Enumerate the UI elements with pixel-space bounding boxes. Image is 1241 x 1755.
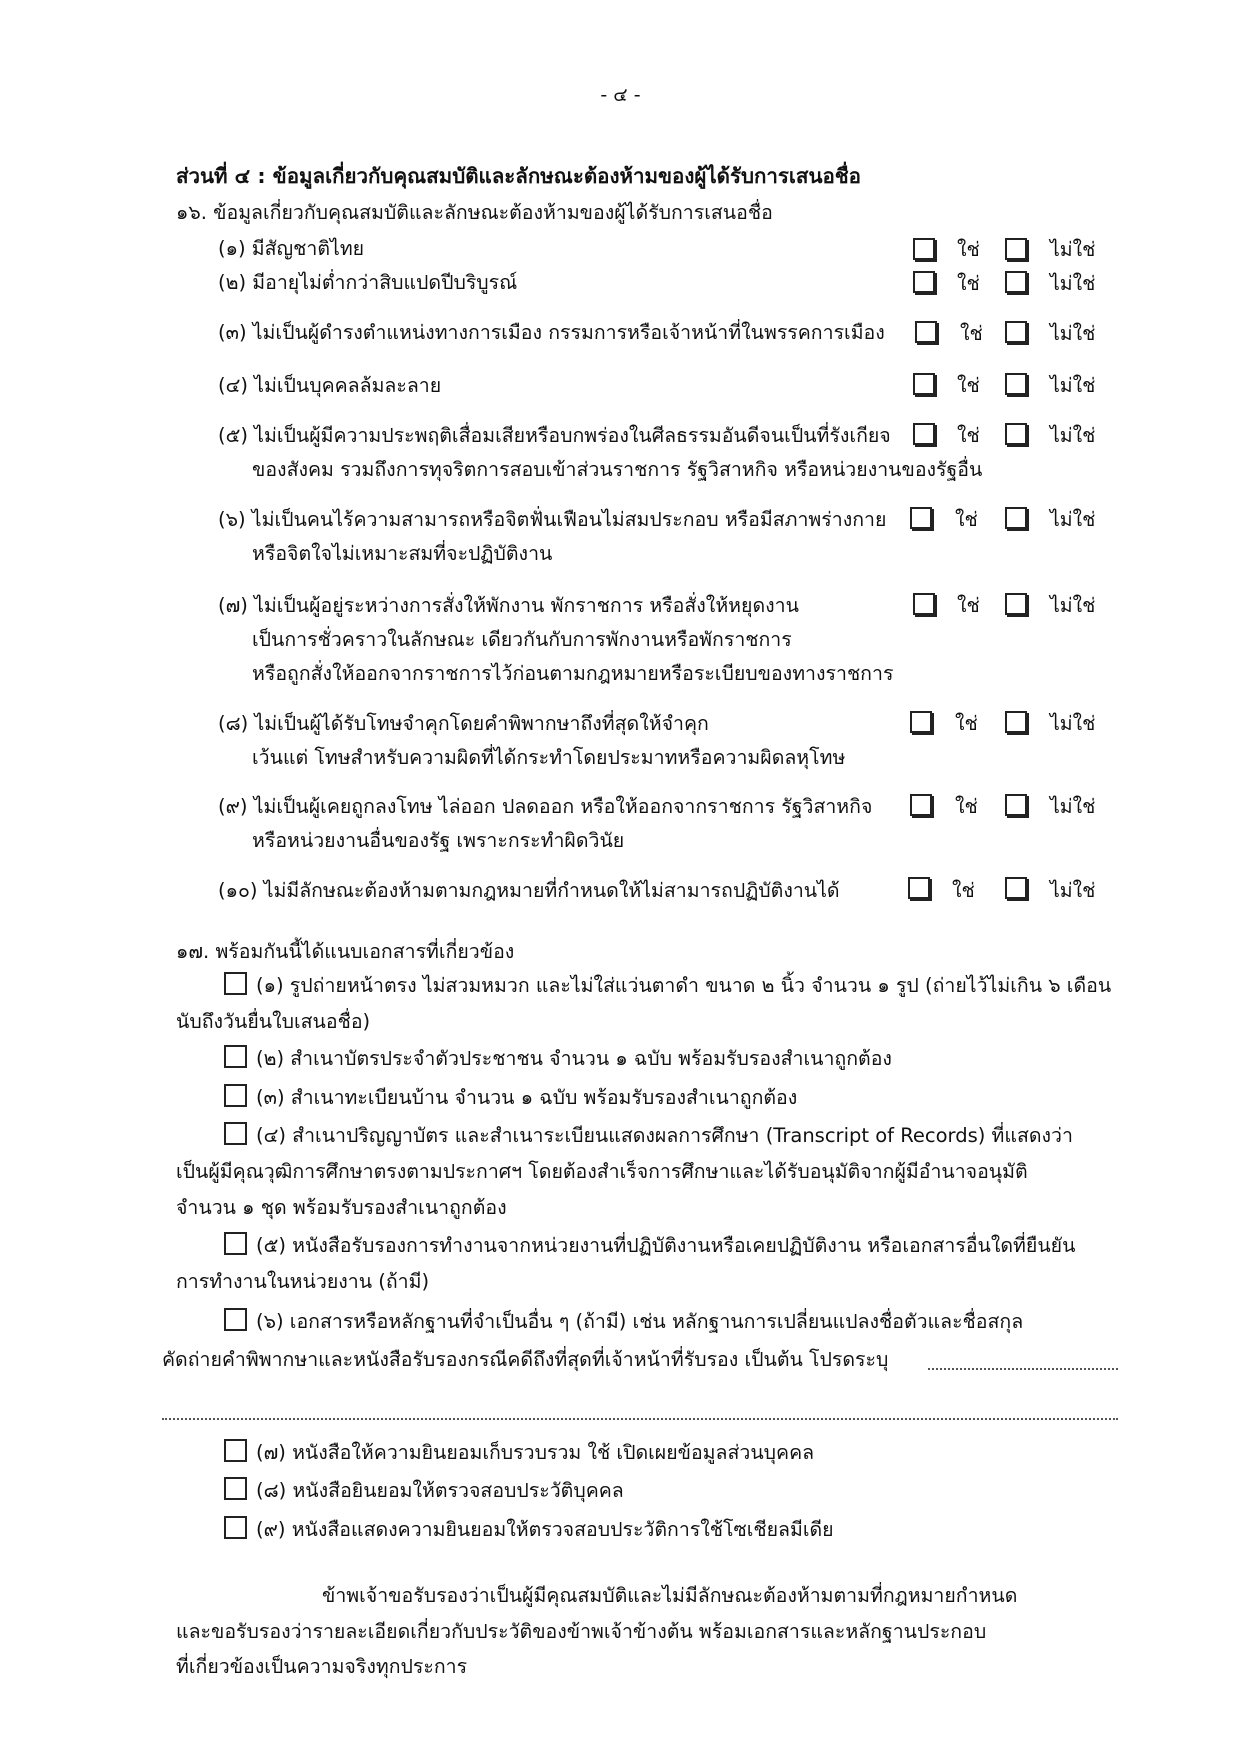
no-checkbox[interactable] bbox=[1005, 238, 1027, 260]
q16-item-5-line-2: ของสังคม รวมถึงการทุจริตการสอบเข้าส่วนราชการ รัฐวิสาหกิจ หรือหน่วยงานของรัฐอื่น bbox=[252, 458, 983, 481]
q17-item-4-cont-1: เป็นผู้มีคุณวุฒิการศึกษาตรงตามประกาศฯ โดยต้องสำเร็จการศึกษาและได้รับอนุมัติจากผู้มีอำนาจอนุมัติ bbox=[176, 1160, 1028, 1183]
q17-item-8-text: (๘) หนังสือยินยอมให้ตรวจสอบประวัติบุคคล bbox=[256, 1479, 624, 1502]
no-label: ไม่ใช่ bbox=[1050, 272, 1096, 295]
no-checkbox[interactable] bbox=[1005, 794, 1027, 816]
specify-dotted-line[interactable] bbox=[928, 1368, 1118, 1370]
q16-item-5-line-1: (๕) ไม่เป็นผู้มีความประพฤติเสื่อมเสียหรือบกพร่องในศีลธรรมอันดีจนเป็นที่รังเกียจ bbox=[218, 424, 891, 447]
q17-item-1-text: (๑) รูปถ่ายหน้าตรง ไม่สวมหมวก และไม่ใส่แว่นตาดำ ขนาด ๒ นิ้ว จำนวน ๑ รูป (ถ่ายไว้ไม่เกิน ๖ เดือน bbox=[256, 974, 1112, 997]
q17-item-7-text: (๗) หนังสือให้ความยินยอมเก็บรวบรวม ใช้ เปิดเผยข้อมูลส่วนบุคคล bbox=[256, 1441, 815, 1464]
yes-checkbox[interactable] bbox=[913, 593, 935, 615]
yes-checkbox[interactable] bbox=[910, 507, 932, 529]
no-checkbox[interactable] bbox=[1005, 271, 1027, 293]
q17-item-3-text: (๓) สำเนาทะเบียนบ้าน จำนวน ๑ ฉบับ พร้อมรับรองสำเนาถูกต้อง bbox=[256, 1086, 798, 1109]
yes-label: ใช่ bbox=[955, 712, 978, 735]
certification-line-3: ที่เกี่ยวข้องเป็นความจริงทุกประการ bbox=[176, 1655, 468, 1678]
yes-label: ใช่ bbox=[957, 374, 980, 397]
no-checkbox[interactable] bbox=[1005, 373, 1027, 395]
yes-label: ใช่ bbox=[957, 594, 980, 617]
yes-checkbox[interactable] bbox=[915, 321, 937, 343]
no-label: ไม่ใช่ bbox=[1050, 508, 1096, 531]
no-label: ไม่ใช่ bbox=[1050, 712, 1096, 735]
no-label: ไม่ใช่ bbox=[1050, 795, 1096, 818]
no-label: ไม่ใช่ bbox=[1050, 594, 1096, 617]
q17-heading: ๑๗. พร้อมกันนี้ได้แนบเอกสารที่เกี่ยวข้อง bbox=[176, 940, 515, 963]
q17-item-9-text: (๙) หนังสือแสดงความยินยอมให้ตรวจสอบประวัติการใช้โซเชียลมีเดีย bbox=[256, 1518, 834, 1541]
q16-item-2-line-1: (๒) มีอายุไม่ต่ำกว่าสิบแปดปีบริบูรณ์ bbox=[218, 271, 518, 294]
q17-item-4-text: (๔) สำเนาปริญญาบัตร และสำเนาระเบียนแสดงผลการศึกษา (Transcript of Records) ที่แสดงว่า bbox=[256, 1124, 1073, 1147]
q17-item-8-checkbox[interactable] bbox=[224, 1477, 247, 1500]
yes-checkbox[interactable] bbox=[908, 877, 930, 899]
q17-item-2-checkbox[interactable] bbox=[224, 1045, 247, 1068]
q17-item-1-checkbox[interactable] bbox=[224, 972, 247, 995]
q17-item-6-cont: คัดถ่ายคำพิพากษาและหนังสือรับรองกรณีคดีถึงที่สุดที่เจ้าหน้าที่รับรอง เป็นต้น โปรดระบุ bbox=[162, 1348, 889, 1371]
q17-item-6-checkbox[interactable] bbox=[224, 1308, 247, 1331]
q16-item-3-line-1: (๓) ไม่เป็นผู้ดำรงตำแหน่งทางการเมือง กรรมการหรือเจ้าหน้าที่ในพรรคการเมือง bbox=[218, 321, 885, 344]
q16-item-8-line-1: (๘) ไม่เป็นผู้ได้รับโทษจำคุกโดยคำพิพากษาถึงที่สุดให้จำคุก bbox=[218, 712, 709, 735]
no-checkbox[interactable] bbox=[1005, 877, 1027, 899]
no-checkbox[interactable] bbox=[1005, 423, 1027, 445]
q17-item-3-checkbox[interactable] bbox=[224, 1084, 247, 1107]
q16-item-9-line-2: หรือหน่วยงานอื่นของรัฐ เพราะกระทำผิดวินัย bbox=[252, 829, 625, 852]
no-checkbox[interactable] bbox=[1005, 593, 1027, 615]
page-number: - ๔ - bbox=[600, 84, 641, 106]
yes-label: ใช่ bbox=[955, 508, 978, 531]
q16-item-9-line-1: (๙) ไม่เป็นผู้เคยถูกลงโทษ ไล่ออก ปลดออก หรือให้ออกจากราชการ รัฐวิสาหกิจ bbox=[218, 795, 873, 818]
yes-label: ใช่ bbox=[957, 238, 980, 261]
q16-item-6-line-2: หรือจิตใจไม่เหมาะสมที่จะปฏิบัติงาน bbox=[252, 542, 553, 565]
no-checkbox[interactable] bbox=[1005, 321, 1027, 343]
no-label: ไม่ใช่ bbox=[1050, 424, 1096, 447]
q16-item-7-line-3: หรือถูกสั่งให้ออกจากราชการไว้ก่อนตามกฎหมายหรือระเบียบของทางราชการ bbox=[252, 662, 894, 685]
q17-item-4-checkbox[interactable] bbox=[224, 1122, 247, 1145]
q17-item-6-text: (๖) เอกสารหรือหลักฐานที่จำเป็นอื่น ๆ (ถ้ามี) เช่น หลักฐานการเปลี่ยนแปลงชื่อตัวและชื่อสกุล bbox=[256, 1310, 1024, 1333]
q17-item-7-checkbox[interactable] bbox=[224, 1439, 247, 1462]
q16-item-7-line-2: เป็นการชั่วคราวในลักษณะ เดียวกันกับการพักงานหรือพักราชการ bbox=[252, 628, 792, 651]
q16-item-4-line-1: (๔) ไม่เป็นบุคคลล้มละลาย bbox=[218, 374, 442, 397]
no-label: ไม่ใช่ bbox=[1050, 374, 1096, 397]
q17-item-2-text: (๒) สำเนาบัตรประจำตัวประชาชน จำนวน ๑ ฉบับ พร้อมรับรองสำเนาถูกต้อง bbox=[256, 1047, 892, 1070]
certification-line-2: และขอรับรองว่ารายละเอียดเกี่ยวกับประวัติของข้าพเจ้าข้างต้น พร้อมเอกสารและหลักฐานประกอบ bbox=[176, 1620, 987, 1643]
q16-item-6-line-1: (๖) ไม่เป็นคนไร้ความสามารถหรือจิตฟั่นเฟือนไม่สมประกอบ หรือมีสภาพร่างกาย bbox=[218, 508, 887, 531]
q17-item-4-cont-2: จำนวน ๑ ชุด พร้อมรับรองสำเนาถูกต้อง bbox=[176, 1196, 507, 1219]
q16-item-8-line-2: เว้นแต่ โทษสำหรับความผิดที่ได้กระทำโดยประมาทหรือความผิดลหุโทษ bbox=[252, 746, 846, 769]
no-checkbox[interactable] bbox=[1005, 507, 1027, 529]
q17-item-1-cont: นับถึงวันยื่นใบเสนอชื่อ) bbox=[176, 1010, 371, 1033]
yes-checkbox[interactable] bbox=[913, 271, 935, 293]
no-label: ไม่ใช่ bbox=[1050, 322, 1096, 345]
q16-item-7-line-1: (๗) ไม่เป็นผู้อยู่ระหว่างการสั่งให้พักงาน พักราชการ หรือสั่งให้หยุดงาน bbox=[218, 594, 799, 617]
yes-label: ใช่ bbox=[960, 322, 983, 345]
section-title: ส่วนที่ ๔ : ข้อมูลเกี่ยวกับคุณสมบัติและลักษณะต้องห้ามของผู้ได้รับการเสนอชื่อ bbox=[176, 164, 861, 188]
yes-label: ใช่ bbox=[952, 879, 975, 902]
yes-checkbox[interactable] bbox=[910, 794, 932, 816]
yes-checkbox[interactable] bbox=[913, 238, 935, 260]
yes-label: ใช่ bbox=[955, 795, 978, 818]
q16-heading: ๑๖. ข้อมูลเกี่ยวกับคุณสมบัติและลักษณะต้องห้ามของผู้ได้รับการเสนอชื่อ bbox=[176, 201, 773, 224]
q17-item-5-text: (๕) หนังสือรับรองการทำงานจากหน่วยงานที่ปฏิบัติงานหรือเคยปฏิบัติงาน หรือเอกสารอื่นใดที่ยืนยัน bbox=[256, 1234, 1076, 1257]
yes-label: ใช่ bbox=[957, 272, 980, 295]
yes-checkbox[interactable] bbox=[913, 373, 935, 395]
q17-item-5-checkbox[interactable] bbox=[224, 1232, 247, 1255]
no-label: ไม่ใช่ bbox=[1050, 238, 1096, 261]
yes-checkbox[interactable] bbox=[910, 711, 932, 733]
q17-item-5-cont: การทำงานในหน่วยงาน (ถ้ามี) bbox=[176, 1270, 430, 1293]
yes-label: ใช่ bbox=[957, 424, 980, 447]
q17-item-9-checkbox[interactable] bbox=[224, 1516, 247, 1539]
q16-item-10-line-1: (๑๐) ไม่มีลักษณะต้องห้ามตามกฎหมายที่กำหนดให้ไม่สามารถปฏิบัติงานได้ bbox=[218, 879, 840, 902]
yes-checkbox[interactable] bbox=[913, 423, 935, 445]
no-checkbox[interactable] bbox=[1005, 711, 1027, 733]
specify-dotted-line-2[interactable] bbox=[162, 1418, 1118, 1420]
certification-line-1: ข้าพเจ้าขอรับรองว่าเป็นผู้มีคุณสมบัติและไม่มีลักษณะต้องห้ามตามที่กฎหมายกำหนด bbox=[322, 1584, 1018, 1607]
q16-item-1-line-1: (๑) มีสัญชาติไทย bbox=[218, 237, 365, 260]
no-label: ไม่ใช่ bbox=[1050, 879, 1096, 902]
